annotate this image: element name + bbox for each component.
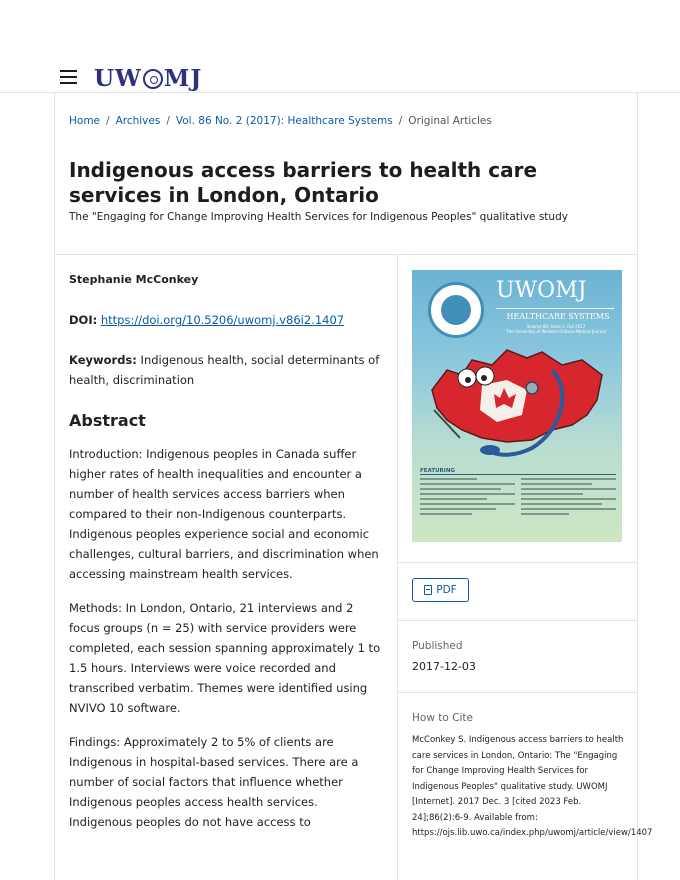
divider [54,254,638,255]
abstract-findings: Findings: Approximately 2 to 5% of clients are Indigenous in hospital-based services. There are a number of social factors that influence whether Indigenous peoples access health services. Indigenous peoples do not have access to [69,735,359,829]
breadcrumb-home[interactable]: Home [69,115,101,127]
breadcrumb-separator: / [166,115,170,127]
abstract-methods: Methods: In London, Ontario, 21 interviews and 2 focus groups (n = 25) with service providers were completed, each session spanning approximately 1 to 1.5 hours. Interviews were voice recorded and transcribed verbatim. Themes were identified using NVIVO 10 software. [69,601,381,715]
doi-link[interactable]: https://doi.org/10.5206/uwomj.v86i2.1407 [100,313,345,327]
sidebar-divider [397,562,638,563]
cover-subtitle: HEALTHCARE SYSTEMS [506,312,610,321]
cover-divider [496,308,614,309]
article-title: Indigenous access barriers to health care services in London, Ontario [69,158,538,207]
issue-cover-image[interactable] [412,270,622,542]
pdf-label: PDF [436,584,457,596]
cover-featuring-lines [420,478,616,518]
logo-seal-icon [143,69,163,89]
keywords-label: Keywords: [69,353,137,367]
cover-featuring [420,468,616,536]
site-header [0,0,680,93]
cover-featuring-heading: FEATURING [420,468,616,475]
how-to-cite-label: How to Cite [412,712,473,724]
published-date: 2017-12-03 [412,660,476,673]
keywords-value: Indigenous health, social determinants of health, discrimination [69,353,380,387]
column-divider [397,254,398,880]
logo-text-mj: MJ [163,65,203,92]
site-logo[interactable] [94,65,202,92]
citation-text: McConkey S. Indigenous access barriers to health care services in London, Ontario: The "Engaging for Change Improving Health Services for Indigenous Peoples" qualitative study. UWOMJ [Internet]. 2017 Dec. 3 [cited 2023 Feb. 24];86(2):6-9. Available from: https://ojs.lib.uwo.ca/index.php/uwomj/article/view/1407 [412,735,653,838]
keywords-row [69,350,381,390]
author-name: Stephanie McConkey [69,273,199,286]
logo-text-uw: UW [94,65,142,92]
sidebar-divider [397,692,638,693]
pdf-download-button[interactable] [412,578,469,602]
breadcrumb-archives[interactable]: Archives [115,115,161,127]
breadcrumb-current: Original Articles [408,115,492,127]
canada-map-illustration [412,330,622,470]
abstract-heading: Abstract [69,411,146,430]
abstract-introduction: Introduction: Indigenous peoples in Canada suffer higher rates of health inequalities and encounter a number of health services access barriers when compared to their non-Indigenous counterparts. Indigenous peoples experience social and economic challenges, cultural barriers, and discrimination when accessing mainstream health services. [69,447,379,581]
sidebar-divider [397,620,638,621]
article-main [69,270,381,846]
breadcrumb-issue[interactable]: Vol. 86 No. 2 (2017): Healthcare Systems [175,115,393,127]
breadcrumb [69,115,492,127]
article-subtitle: The "Engaging for Change Improving Health Services for Indigenous Peoples" qualitative study [69,211,568,223]
breadcrumb-separator: / [106,115,110,127]
breadcrumb-separator: / [398,115,403,127]
cover-title: UWOMJ [496,278,587,303]
doi-row [69,310,381,330]
published-label: Published [412,640,463,652]
doi-label: DOI: [69,313,98,327]
cover-volume: Volume 86, Issue 2, Fall 2017 The University of Western Ontario Medical Journal [506,324,606,334]
file-pdf-icon [424,585,432,595]
hamburger-icon[interactable] [60,70,77,84]
